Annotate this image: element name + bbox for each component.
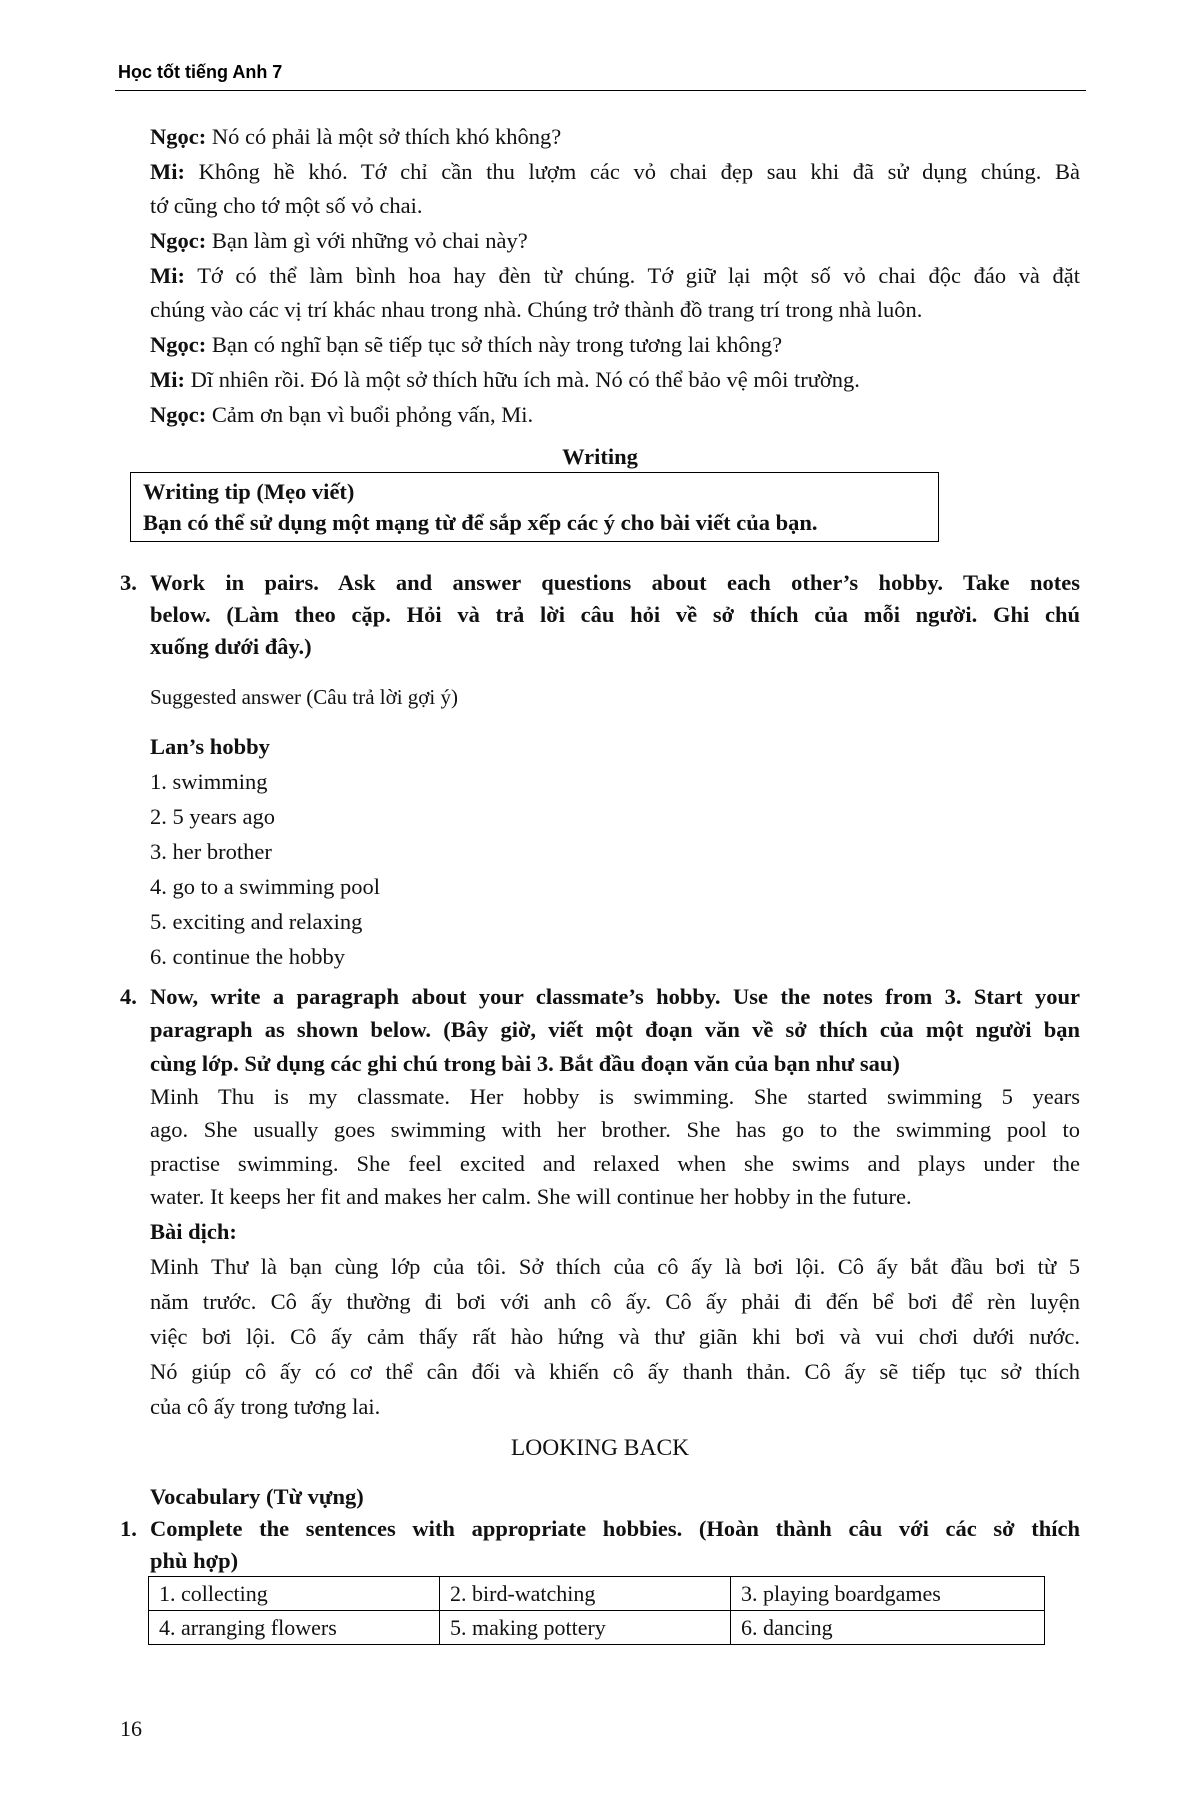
speaker: Mi: bbox=[150, 367, 185, 392]
translation-line: Minh Thư là bạn cùng lớp của tôi. Sở thích của cô ấy là bơi lội. Cô ấy bắt đầu bơi từ 5 bbox=[150, 1254, 1080, 1279]
speaker: Ngọc: bbox=[150, 228, 207, 253]
exercise-instruction: paragraph as shown below. (Bây giờ, viết một đoạn văn về sở thích của một người bạn bbox=[150, 1017, 1080, 1042]
hobbies-table bbox=[148, 1576, 1045, 1645]
page-number: 16 bbox=[120, 1716, 142, 1741]
exercise-number: 3. bbox=[120, 570, 137, 595]
table-cell: 4. arranging flowers bbox=[149, 1611, 440, 1645]
section-heading-writing: Writing bbox=[562, 444, 638, 469]
table-cell: 6. dancing bbox=[731, 1611, 1045, 1645]
exercise-number: 1. bbox=[120, 1516, 137, 1541]
answer-line: ago. She usually goes swimming with her brother. She has go to the swimming pool to bbox=[150, 1117, 1080, 1142]
dialogue-text: Bạn có nghĩ bạn sẽ tiếp tục sở thích này trong tương lai không? bbox=[211, 332, 783, 357]
answer-line: Minh Thu is my classmate. Her hobby is swimming. She started swimming 5 years bbox=[150, 1084, 1080, 1109]
table-cell: 1. collecting bbox=[149, 1577, 440, 1611]
notes-title: Lan’s hobby bbox=[150, 734, 270, 759]
exercise-instruction: below. (Làm theo cặp. Hỏi và trả lời câu hỏi về sở thích của mỗi người. Ghi chú bbox=[150, 602, 1080, 627]
speaker: Ngọc: bbox=[150, 124, 207, 149]
dialogue-text: chúng vào các vị trí khác nhau trong nhà. Chúng trở thành đồ trang trí trong nhà luôn. bbox=[150, 297, 923, 322]
writing-tip-box bbox=[130, 472, 939, 542]
translation-line: của cô ấy trong tương lai. bbox=[150, 1394, 381, 1419]
dialogue-line bbox=[150, 296, 1080, 324]
exercise-instruction: Complete the sentences with appropriate hobbies. (Hoàn thành câu với các sở thích bbox=[150, 1516, 1080, 1541]
dialogue-text: Nó có phải là một sở thích khó không? bbox=[211, 124, 562, 149]
exercise-instruction: Now, write a paragraph about your classmate’s hobby. Use the notes from 3. Start your bbox=[150, 984, 1080, 1009]
speaker: Mi: bbox=[150, 159, 185, 184]
note-item: 6. continue the hobby bbox=[150, 944, 345, 969]
dialogue-line bbox=[150, 366, 1080, 394]
suggested-answer-label: Suggested answer (Câu trả lời gợi ý) bbox=[150, 685, 458, 709]
note-item: 1. swimming bbox=[150, 769, 268, 794]
dialogue-line bbox=[150, 192, 1080, 220]
dialogue-text: Dĩ nhiên rồi. Đó là một sở thích hữu ích mà. Nó có thể bảo vệ môi trường. bbox=[190, 367, 860, 392]
note-item: 2. 5 years ago bbox=[150, 804, 275, 829]
translation-line: Nó giúp cô ấy có cơ thể cân đối và khiến cô ấy thanh thản. Cô ấy sẽ tiếp tục sở thích bbox=[150, 1359, 1080, 1384]
vocabulary-title: Vocabulary (Từ vựng) bbox=[150, 1484, 364, 1509]
speaker: Mi: bbox=[150, 263, 185, 288]
exercise-instruction: Work in pairs. Ask and answer questions about each other’s hobby. Take notes bbox=[150, 570, 1080, 595]
speaker: Ngọc: bbox=[150, 402, 207, 427]
dialogue-text: Bạn làm gì với những vỏ chai này? bbox=[211, 228, 528, 253]
running-header: Học tốt tiếng Anh 7 bbox=[118, 62, 283, 82]
table-cell: 2. bird-watching bbox=[440, 1577, 731, 1611]
table-cell: 5. making pottery bbox=[440, 1611, 731, 1645]
dialogue-text: tớ cũng cho tớ một số vỏ chai. bbox=[150, 193, 423, 218]
writing-tip-text: Bạn có thể sử dụng một mạng từ để sắp xếp các ý cho bài viết của bạn. bbox=[143, 510, 818, 535]
dialogue-text: Không hề khó. Tớ chỉ cần thu lượm các vỏ chai đẹp sau khi đã sử dụng chúng. Bà bbox=[198, 159, 1080, 184]
answer-line: water. It keeps her fit and makes her calm. She will continue her hobby in the future. bbox=[150, 1184, 912, 1209]
table-row bbox=[149, 1577, 1045, 1611]
dialogue-line bbox=[150, 227, 1080, 255]
translation-label: Bài dịch: bbox=[150, 1219, 237, 1244]
dialogue-line bbox=[150, 262, 1080, 290]
exercise-instruction: xuống dưới đây.) bbox=[150, 634, 312, 659]
exercise-instruction: cùng lớp. Sử dụng các ghi chú trong bài 3. Bắt đầu đoạn văn của bạn như sau) bbox=[150, 1051, 900, 1076]
translation-line: việc bơi lội. Cô ấy cảm thấy rất hào hứng và thư giãn khi bơi và vui chơi dưới nước. bbox=[150, 1324, 1080, 1349]
dialogue-text: Tớ có thể làm bình hoa hay đèn từ chúng. Tớ giữ lại một số vỏ chai độc đáo và đặt bbox=[197, 263, 1080, 288]
note-item: 3. her brother bbox=[150, 839, 272, 864]
speaker: Ngọc: bbox=[150, 332, 207, 357]
dialogue-text: Cảm ơn bạn vì buổi phỏng vấn, Mi. bbox=[211, 402, 534, 427]
exercise-instruction: phù hợp) bbox=[150, 1548, 239, 1573]
dialogue-line bbox=[150, 331, 1080, 359]
note-item: 5. exciting and relaxing bbox=[150, 909, 363, 934]
dialogue-line bbox=[150, 123, 1080, 151]
exercise-number: 4. bbox=[120, 984, 137, 1009]
table-cell: 3. playing boardgames bbox=[731, 1577, 1045, 1611]
dialogue-line bbox=[150, 158, 1080, 186]
note-item: 4. go to a swimming pool bbox=[150, 874, 380, 899]
translation-line: năm trước. Cô ấy thường đi bơi với anh cô ấy. Cô ấy phải đi đến bể bơi để rèn luyện bbox=[150, 1289, 1080, 1314]
answer-line: practise swimming. She feel excited and relaxed when she swims and plays under the bbox=[150, 1151, 1080, 1176]
header-rule bbox=[115, 90, 1086, 91]
section-heading-looking-back: LOOKING BACK bbox=[510, 1435, 690, 1461]
writing-tip-title: Writing tip (Mẹo viết) bbox=[143, 479, 355, 504]
table-row bbox=[149, 1611, 1045, 1645]
dialogue-line bbox=[150, 401, 1080, 429]
